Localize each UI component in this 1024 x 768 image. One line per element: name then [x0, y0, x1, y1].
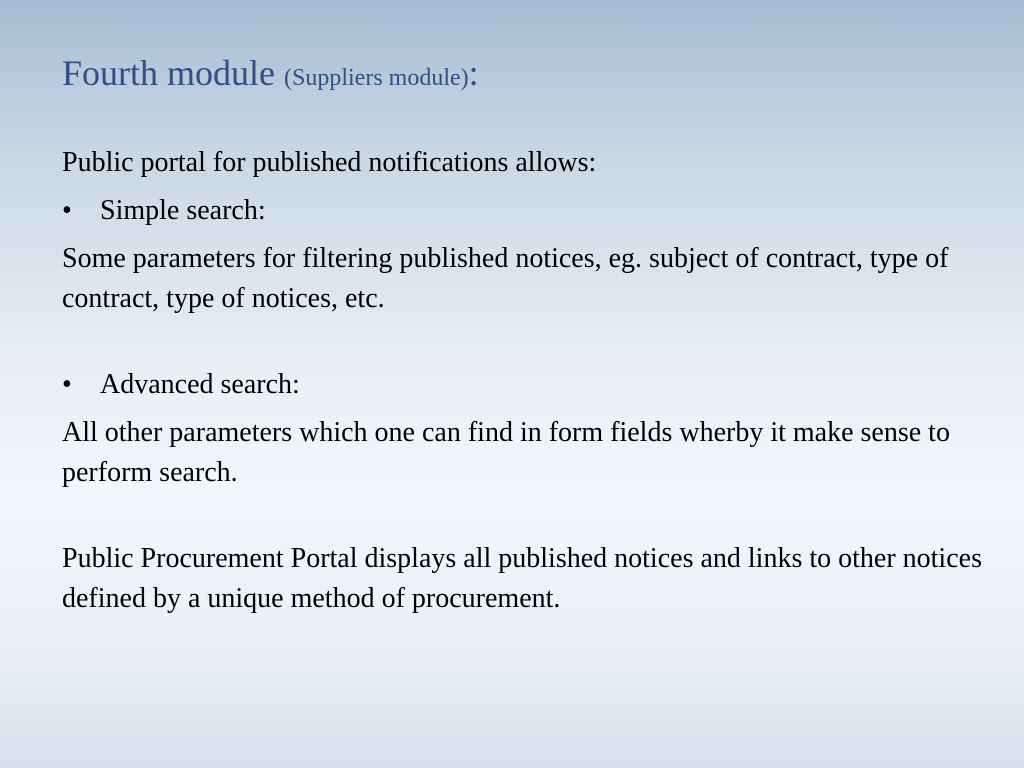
- slide-content: [62, 143, 982, 619]
- advanced-search-description: All other parameters which one can find in form fields wherby it make sense to perform search.: [62, 417, 950, 488]
- closing-text: Public Procurement Portal displays all published notices and links to other notices defined by a unique method of procurement.: [62, 543, 982, 614]
- bullet-advanced-search: [62, 365, 982, 405]
- advanced-search-label: Advanced search:: [100, 369, 300, 400]
- title-colon: :: [468, 53, 479, 93]
- slide: [62, 50, 982, 619]
- intro-text: Public portal for published notifications allows:: [62, 147, 597, 178]
- title-subtitle: (Suppliers module): [284, 65, 469, 91]
- bullet-dot-icon: •: [62, 195, 72, 226]
- bullet-simple-search: [62, 191, 982, 231]
- title-main: Fourth module: [62, 53, 284, 93]
- slide-title: [62, 50, 982, 101]
- simple-search-description: Some parameters for filtering published notices, eg. subject of contract, type of contract, type of notices, etc.: [62, 243, 949, 314]
- bullet-dot-icon: •: [62, 369, 72, 400]
- simple-search-label: Simple search:: [100, 195, 266, 226]
